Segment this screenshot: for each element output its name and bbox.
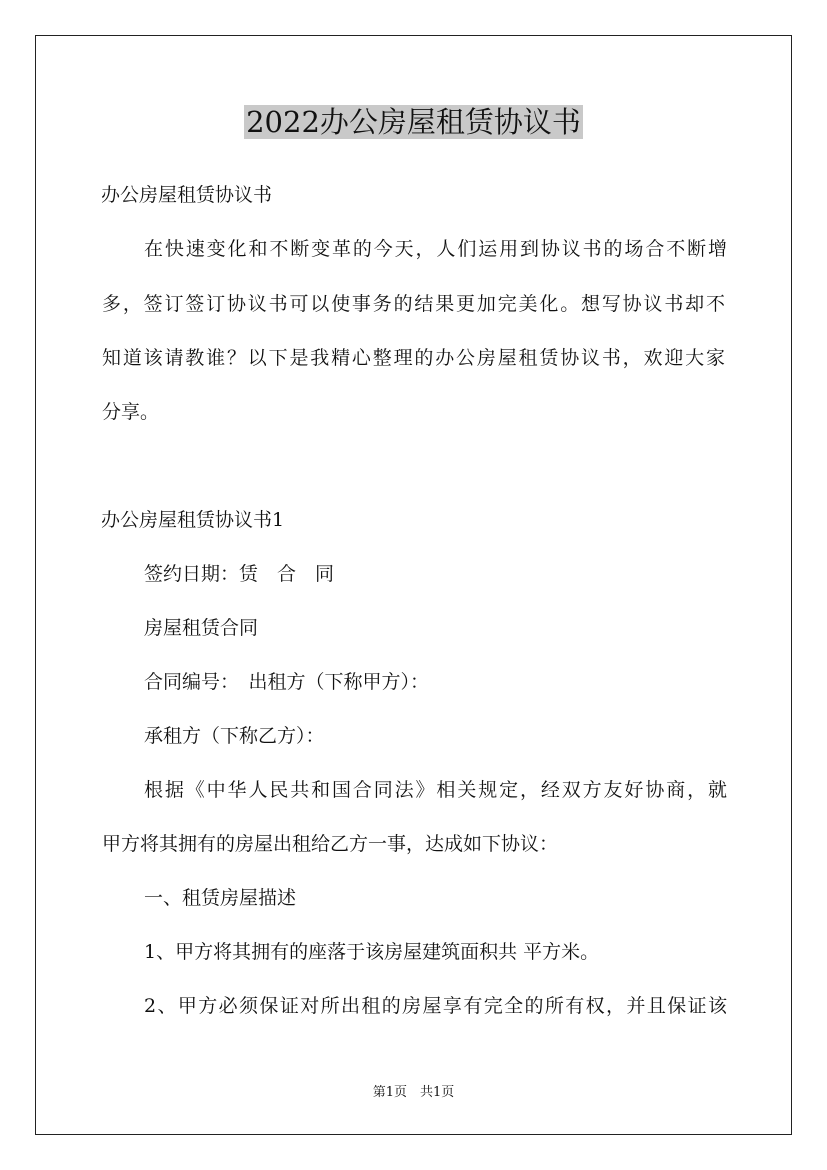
page-footer: 第1页 共1页 bbox=[372, 1085, 455, 1100]
sign-date: 签约日期：赁 合 同 bbox=[144, 563, 335, 585]
section-heading: 办公房屋租赁协议书1 bbox=[101, 509, 285, 531]
basis-paragraph-line-1: 根据《中华人民共和国合同法》相关规定，经双方友好协商，就 bbox=[144, 779, 727, 801]
basis-paragraph-line-2: 甲方将其拥有的房屋出租给乙方一事，达成如下协议： bbox=[102, 833, 559, 855]
intro-paragraph-line-2: 多，签订签订协议书可以使事务的结果更加完美化。想写协议书却不 bbox=[102, 293, 725, 315]
contract-number: 合同编号： 出租方（下称甲方）： bbox=[144, 671, 430, 693]
clause-2: 2、甲方必须保证对所出租的房屋享有完全的所有权，并且保证该 bbox=[144, 995, 727, 1017]
clause-heading: 一、租赁房屋描述 bbox=[144, 887, 297, 909]
document-title-text: 2022办公房屋租赁协议书 bbox=[246, 105, 581, 139]
clause-1: 1、甲方将其拥有的座落于该房屋建筑面积共 平方米。 bbox=[144, 941, 600, 963]
intro-paragraph-line-3: 知道该请教谁？以下是我精心整理的办公房屋租赁协议书，欢迎大家 bbox=[102, 347, 725, 369]
document-title bbox=[0, 102, 827, 142]
intro-paragraph-line-4: 分享。 bbox=[102, 401, 160, 423]
intro-paragraph-line-1: 在快速变化和不断变革的今天，人们运用到协议书的场合不断增 bbox=[144, 238, 727, 260]
lessee-line: 承租方（下称乙方）： bbox=[144, 725, 325, 747]
contract-title: 房屋租赁合同 bbox=[144, 617, 259, 639]
intro-heading: 办公房屋租赁协议书 bbox=[101, 184, 273, 206]
